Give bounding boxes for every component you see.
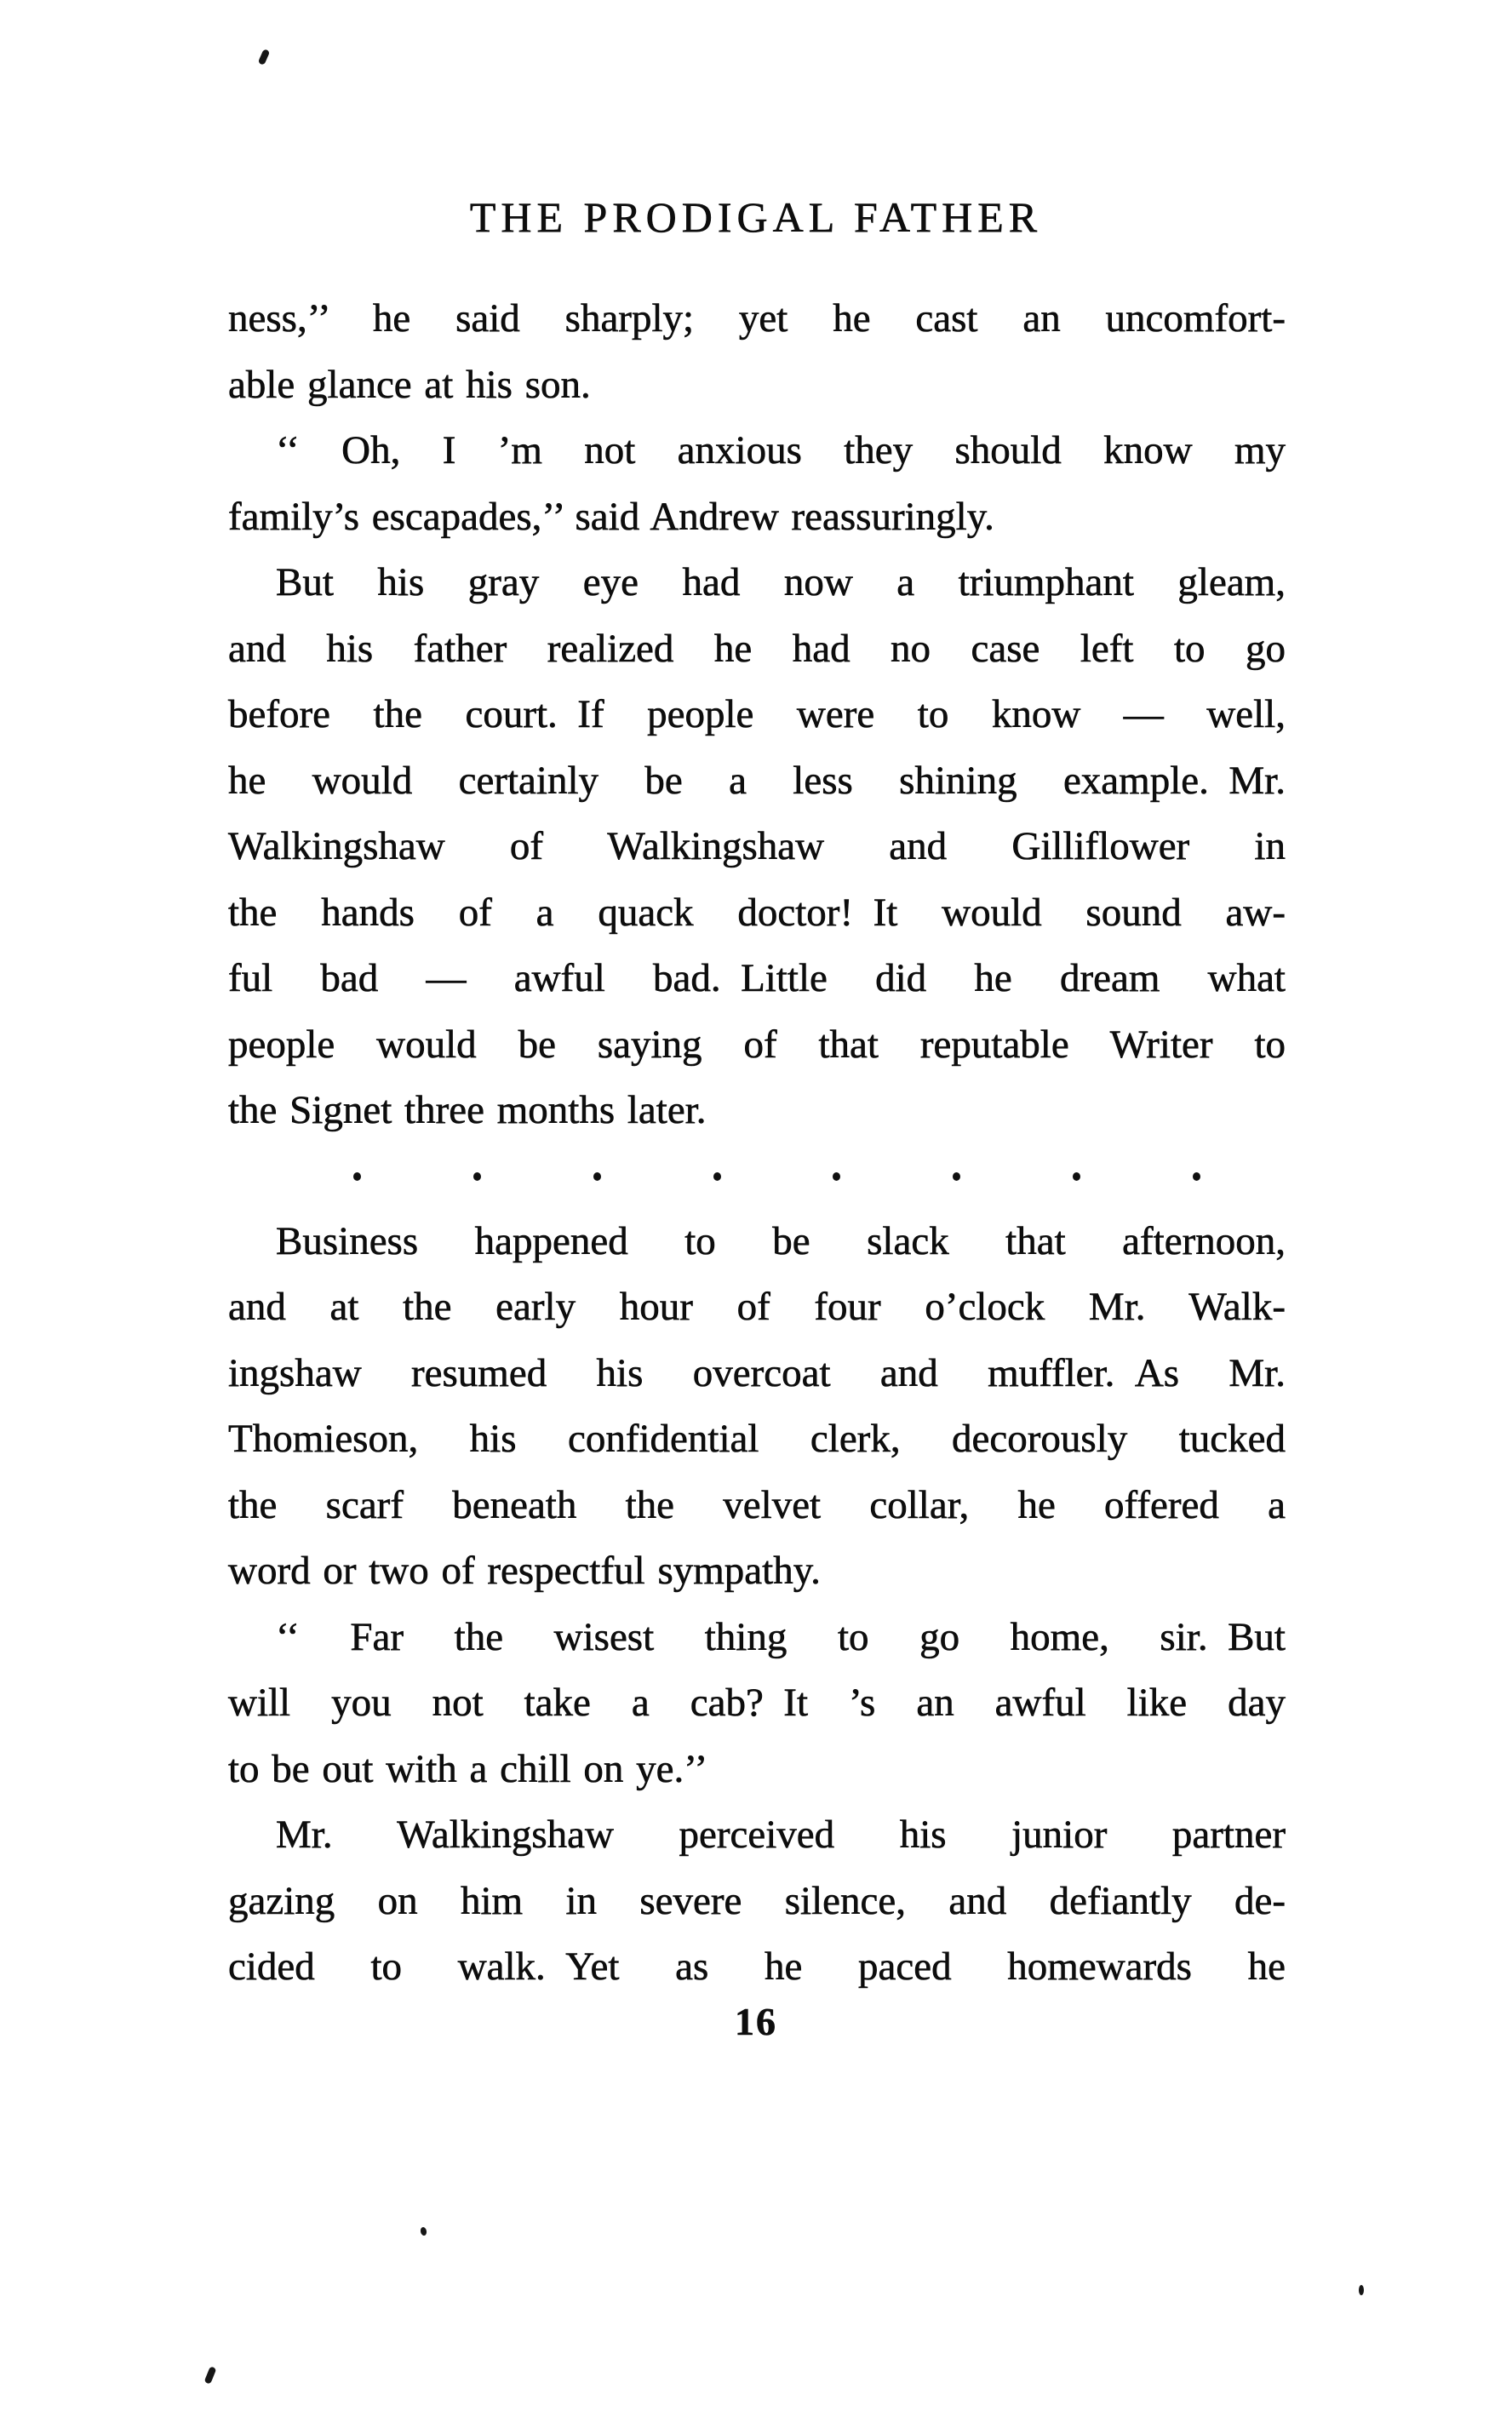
text-line: the hands of a quack doctor! It would sound aw- bbox=[228, 890, 1286, 935]
text-line: and at the early hour of four o’clock Mr. Walk- bbox=[228, 1285, 1286, 1329]
text-line: the Signet three months later. bbox=[228, 1088, 707, 1132]
text-line: word or two of respectful sympathy. bbox=[228, 1549, 821, 1593]
text-line: ness,’’ he said sharply; yet he cast an uncomfort- bbox=[228, 296, 1286, 341]
text-line: to be out with a chill on ye.’’ bbox=[228, 1746, 708, 1791]
text-line: able glance at his son. bbox=[228, 362, 591, 407]
text-line: But his gray eye had now a triumphant gleam, bbox=[276, 560, 1286, 604]
text-line: Mr. Walkingshaw perceived his junior partner bbox=[276, 1813, 1286, 1857]
section-break-dot bbox=[953, 1172, 960, 1181]
text-line: Walkingshaw of Walkingshaw and Gilliflower in bbox=[228, 824, 1286, 868]
section-break-dot bbox=[713, 1172, 721, 1181]
scan-artifact-dot bbox=[420, 2226, 427, 2236]
section-break bbox=[228, 1144, 1286, 1209]
section-break-dot bbox=[1193, 1172, 1200, 1181]
text-line: ‘‘ Oh, I ’m not anxious they should know my bbox=[276, 428, 1286, 472]
text-line: gazing on him in severe silence, and defiantly de- bbox=[228, 1878, 1286, 1923]
text-line: the scarf beneath the velvet collar, he offered a bbox=[228, 1482, 1286, 1527]
text-line: before the court. If people were to know — well, bbox=[228, 692, 1286, 736]
text-body bbox=[228, 286, 1286, 2001]
text-line: cided to walk. Yet as he paced homewards he bbox=[228, 1944, 1286, 1989]
section-break-dot bbox=[593, 1172, 601, 1181]
text-line: family’s escapades,’’ said Andrew reassuringly. bbox=[228, 494, 994, 539]
text-line: he would certainly be a less shining example. Mr. bbox=[228, 758, 1286, 803]
text-line: ‘‘ Far the wisest thing to go home, sir. But bbox=[276, 1614, 1286, 1659]
running-header: THE PRODIGAL FATHER bbox=[469, 193, 1043, 241]
section-break-dot bbox=[473, 1172, 481, 1181]
text-line: Thomieson, his confidential clerk, decorously tucked bbox=[228, 1417, 1286, 1461]
text-line: and his father realized he had no case left to go bbox=[228, 626, 1286, 671]
section-break-dot bbox=[833, 1172, 840, 1181]
scan-artifact-mark bbox=[204, 2366, 217, 2385]
text-line: Business happened to be slack that afternoon, bbox=[276, 1218, 1286, 1263]
text-line: ingshaw resumed his overcoat and muffler. As Mr. bbox=[228, 1350, 1286, 1395]
scan-artifact-dot bbox=[1359, 2285, 1364, 2295]
section-break-dot bbox=[353, 1172, 361, 1181]
text-line: will you not take a cab? It ’s an awful like day bbox=[228, 1681, 1286, 1725]
text-line: ful bad — awful bad. Little did he dream what bbox=[228, 956, 1286, 1000]
text-line: people would be saying of that reputable Writer to bbox=[228, 1022, 1286, 1067]
page-number: 16 bbox=[735, 2000, 777, 2043]
scan-artifact-mark bbox=[258, 49, 271, 66]
section-break-dot bbox=[1073, 1172, 1080, 1181]
